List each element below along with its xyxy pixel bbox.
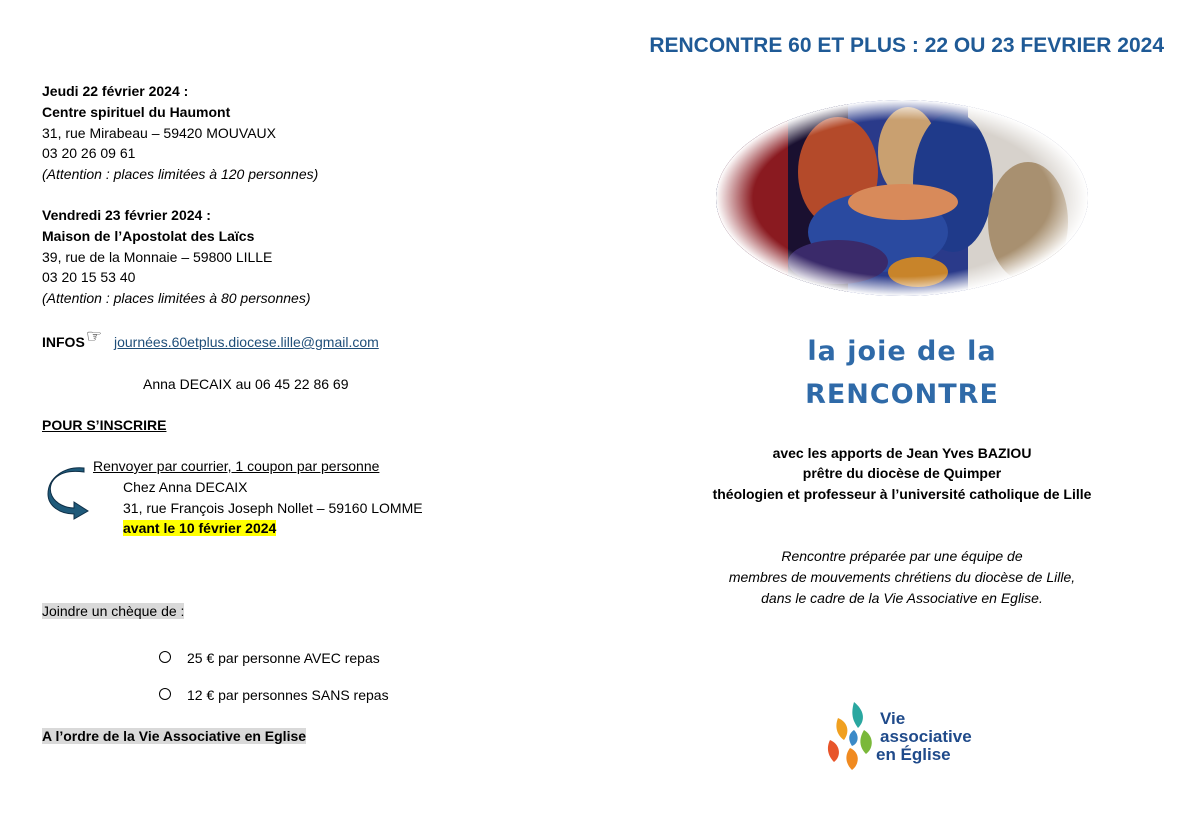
venue-2-name: Maison de l’Apostolat des Laïcs (42, 228, 255, 244)
venue-2-date: Vendredi 23 février 2024 : (42, 207, 211, 223)
venue-1-date: Jeudi 22 février 2024 : (42, 83, 189, 99)
radio-option-1[interactable] (159, 651, 171, 663)
vae-logo (824, 700, 994, 774)
prep-line-1: Rencontre préparée par une équipe de (781, 548, 1023, 564)
infos-label: INFOS (42, 334, 85, 350)
logo-line-3: en Église (876, 745, 951, 764)
embrace-illustration (708, 92, 1096, 304)
venue-2-note: (Attention : places limitées à 80 personnes) (42, 290, 311, 306)
inscription-line-1: Renvoyer par courrier, 1 coupon par personne (93, 458, 380, 474)
pointing-hand-icon: ☞ (86, 326, 103, 346)
venue-1-phone: 03 20 26 09 61 (42, 145, 136, 161)
inscription-deadline: avant le 10 février 2024 (123, 520, 277, 536)
curved-arrow-icon (46, 466, 90, 520)
prep-line-3: dans le cadre de la Vie Associative en Eglise. (761, 590, 1043, 606)
email-link[interactable]: journées.60etplus.diocese.lille@gmail.com (114, 334, 379, 350)
venue-1-address: 31, rue Mirabeau – 59420 MOUVAUX (42, 125, 276, 141)
logo-line-1: Vie (880, 709, 906, 728)
speaker-line-3: théologien et professeur à l’université catholique de Lille (712, 486, 1092, 502)
payment-heading: Joindre un chèque de : (42, 603, 185, 619)
inscription-heading: POUR S’INSCRIRE (42, 417, 167, 433)
joie-line-2: RENCONTRE (805, 379, 999, 410)
flame-logo-icon (824, 700, 876, 772)
payment-option-2-label: 12 € par personnes SANS repas (187, 687, 389, 703)
venue-2-address: 39, rue de la Monnaie – 59800 LILLE (42, 249, 273, 265)
venue-1-note: (Attention : places limitées à 120 personnes) (42, 166, 319, 182)
speaker-line-2: prêtre du diocèse de Quimper (802, 465, 1002, 481)
inscription-line-2: Chez Anna DECAIX (123, 479, 248, 495)
venue-2-phone: 03 20 15 53 40 (42, 269, 136, 285)
speaker-line-1: avec les apports de Jean Yves BAZIOU (772, 445, 1032, 461)
joie-line-1: la joie de la (807, 336, 997, 367)
radio-option-2[interactable] (159, 688, 171, 700)
page-title: RENCONTRE 60 ET PLUS : 22 OU 23 FEVRIER 2024 (649, 34, 1164, 57)
logo-line-2: associative (880, 727, 972, 746)
payment-option-1-label: 25 € par personne AVEC repas (187, 650, 380, 666)
venue-1-name: Centre spirituel du Haumont (42, 104, 231, 120)
contact-phone: Anna DECAIX au 06 45 22 86 69 (143, 376, 349, 392)
payment-order: A l’ordre de la Vie Associative en Eglise (42, 728, 307, 744)
inscription-line-3: 31, rue François Joseph Nollet – 59160 LOMME (123, 500, 423, 516)
prep-line-2: membres de mouvements chrétiens du diocèse de Lille, (728, 569, 1076, 585)
